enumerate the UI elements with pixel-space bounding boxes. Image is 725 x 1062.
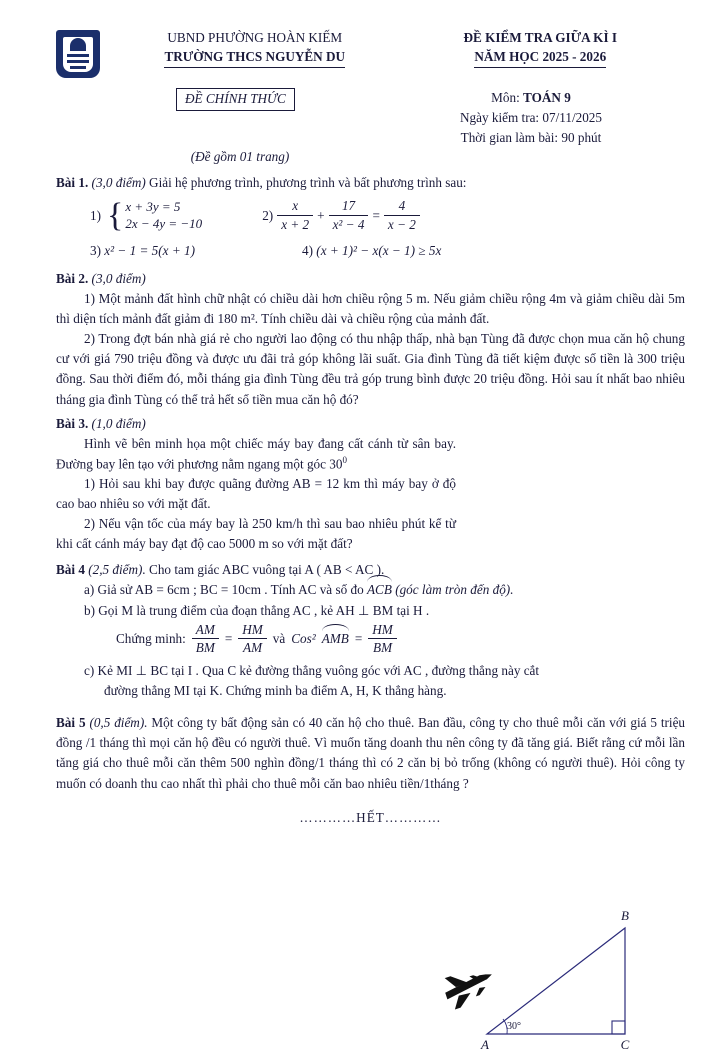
q4-part-a-tail: (góc làm tròn đến độ).: [395, 582, 514, 598]
exam-duration: Thời gian làm bài: 90 phút: [460, 129, 602, 145]
exam-meta: [381, 88, 681, 147]
q4-f2-num: HM: [238, 621, 267, 640]
q4-cos: Cos²: [291, 630, 316, 646]
subject-value: TOÁN 9: [523, 90, 571, 105]
q1-part1: 1) { x + 3y = 5 2x − 4y = −10 2) $\frac{x}{x + 2}$ + $\frac{17}{\text{x² − 4}}$ = $\frac{4}{x - 2}$: [90, 197, 685, 234]
q4-f2-den: AM: [243, 640, 263, 656]
q1-frac1-num: x: [277, 197, 313, 216]
q1-frac1-den: x + 2: [281, 217, 310, 233]
subheader-row: [56, 88, 681, 147]
q3-part2: 2) Nếu vận tốc của máy bay là 250 km/h thì sau bao nhiêu phút kể từ khi cất cánh máy bay đạt độ cao 5000 m so với mặt đất?: [56, 516, 456, 552]
q1-part4-number: 4): [302, 243, 313, 259]
q3-label: Bài 3.: [56, 415, 89, 431]
svg-text:A: A: [481, 1036, 489, 1052]
exam-date: Ngày kiểm tra: 07/11/2025: [460, 109, 602, 125]
document-header: [56, 28, 681, 78]
q1-label: Bài 1.: [56, 175, 89, 191]
q4-frac-hm-am: [238, 621, 267, 658]
q1-eq-3: x² − 1 = 5(x + 1): [104, 243, 195, 259]
subject-label: Môn:: [491, 90, 520, 105]
q4-frac-am-bm: [192, 621, 219, 658]
q1-plus: +: [317, 207, 325, 223]
q1-parts-34: [90, 241, 685, 261]
q1-part2: [262, 197, 420, 234]
q2-part1: 1) Một mảnh đất hình chữ nhật có chiều dài hơn chiều rộng 5 m. Nếu giảm chiều rộng 4m và giảm chiều dài 5m thì diện tích mảnh đất giảm đi 180 m². Tính chiều dài và chiều rộng của mảnh đất.: [56, 291, 685, 327]
q1-frac3-den: x − 2: [387, 217, 416, 233]
svg-text:C: C: [620, 1036, 630, 1052]
q1-eq-1a: x + 3y = 5: [125, 198, 181, 214]
q1-frac-3: [384, 197, 420, 234]
q3-intro: [56, 434, 456, 475]
q3-score: (1,0 điểm): [91, 415, 146, 431]
q1-text: Giải hệ phương trình, phương trình và bất phương trình sau:: [149, 175, 467, 191]
exam-body: [56, 173, 686, 1052]
q5-text: Một công ty bất động sản có 40 căn hộ cho thuê. Ban đầu, công ty cho thuê mỗi căn với giá 5 triệu đồng /1 tháng thì mọi căn hộ đều có người thuê. Vì muốn tăng doanh thu nên công ty đã tăng giá. Biết rằng cứ mỗi lần tăng giá cho thuê mỗi căn thêm 500 nghìn đồng/1 tháng thì có 2 căn bị bỏ trống (không có người thuê). Hỏi công ty muốn có doanh thu cao nhất thì phải cho thuê mỗi căn bao nhiêu tiền/1tháng ?: [56, 715, 686, 791]
q1-frac3-num: 4: [384, 197, 420, 216]
exam-header: [400, 28, 682, 68]
q1-equals: =: [372, 207, 380, 223]
q4-and: và: [272, 630, 286, 646]
school-header: [114, 28, 396, 68]
q4-eq-2: =: [354, 630, 363, 646]
q4-part-c-line2: đường thẳng MI tại K. Chứng minh ba điểm A, H, K thẳng hàng.: [104, 683, 447, 699]
q1-part2-number: 2): [262, 207, 274, 223]
q1-frac-1: [277, 197, 313, 234]
q4-part-b: b) Gọi M là trung điểm của đoạn thẳng AC , kẻ AH ⊥ BM tại H .: [84, 602, 430, 618]
q1-score: (3,0 điểm): [91, 175, 146, 191]
exam-page: [0, 28, 725, 1052]
q1-frac-2: [329, 197, 369, 234]
q4-score: (2,5 điểm).: [88, 562, 146, 578]
q4-intro: Cho tam giác ABC vuông tại A ( AB < AC ).: [149, 562, 385, 578]
q2-part2: 2) Trong đợt bán nhà giá rẻ cho người lao động có thu nhập thấp, nhà bạn Tùng đã được chọn mua căn hộ chung cư với giá 790 triệu đồng và được ưu đãi trả góp không lãi suất. Gia đình Tùng đã tiết kiệm được số tiền là 300 triệu đồng. Sau thời điểm đó, mỗi tháng gia đình Tùng đều trả góp trung bình được 20 triệu đồng. Hỏi sau ít nhất bao nhiêu tháng gia đình Tùng có thể trả hết số tiền mua căn hộ đó?: [56, 331, 685, 407]
q4-frac-hm-bm: [368, 621, 397, 658]
q3-part1: 1) Hỏi sau khi bay được quãng đường AB = 12 km thì máy bay ở độ cao bao nhiêu so với mặt đất.: [56, 476, 456, 512]
document-footer: …………HẾT…………: [299, 809, 442, 825]
q4-part-a: [84, 580, 685, 600]
q1-eq-1b: 2x − 4y = −10: [125, 215, 203, 231]
q4-label: Bài 4: [56, 562, 85, 578]
q5-label: Bài 5: [56, 715, 86, 731]
q4-part-a-text: a) Giả sử AB = 6cm ; BC = 10cm . Tính AC và số đo: [84, 582, 364, 598]
q4-f3-den: BM: [373, 640, 393, 656]
svg-text:30°: 30°: [507, 1020, 521, 1032]
school-logo-icon: [56, 30, 100, 78]
question-4: [56, 560, 685, 701]
q2-score: (3,0 điểm): [91, 271, 146, 287]
question-1: [56, 173, 685, 261]
subject-line: [381, 88, 681, 108]
q4-prove-label: Chứng minh:: [116, 630, 186, 646]
q1-frac2-den: x² − 4: [332, 217, 365, 233]
q3-degree-sup: 0: [342, 454, 347, 465]
q5-score: (0,5 điểm).: [89, 715, 148, 731]
q1-frac2-num: 17: [329, 197, 369, 216]
q4-eq-1: =: [224, 630, 233, 646]
school-name: TRƯỜNG THCS NGUYỄN DU: [164, 47, 345, 68]
q1-part3-number: 3): [90, 243, 101, 259]
question-2: [56, 269, 685, 409]
q3-intro-text: Hình vẽ bên minh họa một chiếc máy bay đang cất cánh từ sân bay. Đường bay lên tạo với phương nằm ngang một góc 30: [56, 435, 456, 472]
svg-text:B: B: [621, 907, 629, 923]
ward-name: UBND PHƯỜNG HOÀN KIẾM: [167, 30, 343, 45]
airplane-triangle-figure: [429, 906, 669, 1056]
q4-f3-num: HM: [368, 621, 397, 640]
q1-eq-4: (x + 1)² − x(x − 1) ≥ 5x: [316, 243, 442, 259]
exam-title: ĐỀ KIỂM TRA GIỮA KÌ I: [463, 30, 617, 45]
q4-part-c-line1: c) Kẻ MI ⊥ BC tại I . Qua C kẻ đường thẳng vuông góc với AC , đường thẳng này cắt: [84, 663, 540, 679]
q4-f1-den: BM: [195, 640, 215, 656]
q4-f1-num: AM: [192, 621, 219, 640]
official-badge: ĐỀ CHÍNH THỨC: [176, 88, 295, 111]
pages-note: (Đề gồm 01 trang): [190, 149, 290, 165]
school-year: NĂM HỌC 2025 - 2026: [474, 47, 606, 68]
q2-label: Bài 2.: [56, 271, 89, 287]
q4-angle-acb: ACB: [367, 580, 392, 600]
q4-prove-row: [116, 621, 685, 658]
question-5: [56, 713, 685, 793]
q4-angle-amb: AMB: [322, 629, 349, 649]
q1-part1-number: 1): [90, 207, 101, 223]
